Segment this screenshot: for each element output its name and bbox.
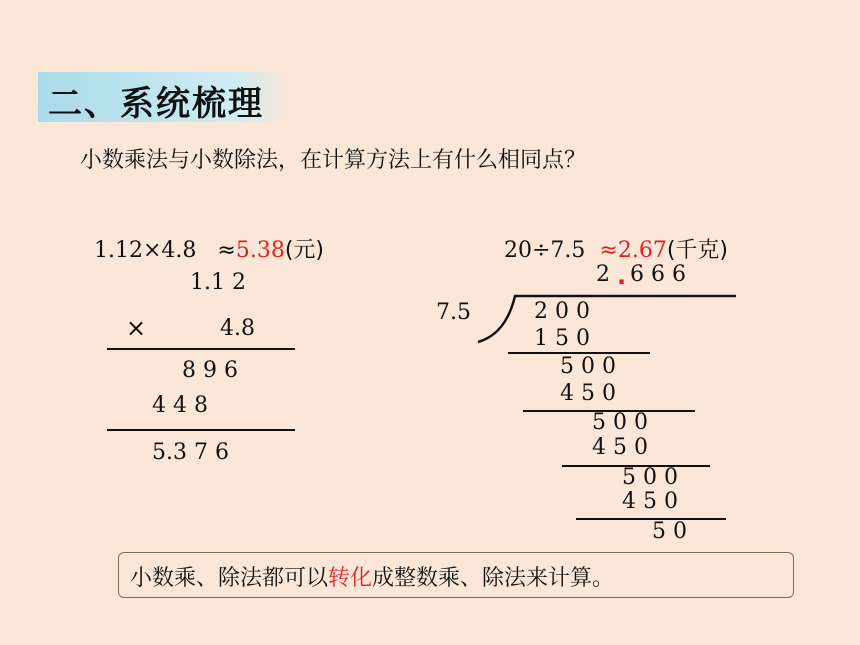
mult-bottom: 4.8 — [220, 316, 255, 341]
division-row: 2 0 0 — [534, 299, 590, 324]
division-row: 5 0 0 — [592, 410, 648, 435]
summary-text — [130, 561, 614, 592]
mult-partial-2: 4 4 8 — [152, 393, 208, 418]
question-text: 小数乘法与小数除法，在计算方法上有什么相同点？ — [80, 148, 587, 173]
divisor-left: 7. — [436, 300, 457, 325]
left-equation-approx: ≈ — [217, 238, 236, 263]
division-row: 1 5 0 — [534, 326, 590, 351]
division-row: 4 5 0 — [560, 381, 616, 406]
left-equation-expr: 1.12×4.8 — [94, 238, 197, 263]
mult-line-2 — [107, 429, 295, 431]
mult-top: 1.1 2 — [190, 270, 246, 295]
division-row: 4 5 0 — [622, 489, 678, 514]
section-title: 二、系统梳理 — [48, 84, 264, 124]
times-sign: × — [126, 314, 147, 342]
quotient-rest: 6 6 6 — [630, 262, 686, 287]
mult-partial-1: 8 9 6 — [182, 358, 238, 383]
right-equation-expr: 20÷7.5 — [504, 238, 586, 263]
division-row: 5 0 — [652, 519, 687, 544]
division-row: 5 0 0 — [622, 465, 678, 490]
division-row: 4 5 0 — [592, 435, 648, 460]
left-equation-result: 5.38 — [235, 238, 285, 263]
quotient-first: 2 — [596, 262, 610, 287]
division-line — [576, 518, 726, 520]
division-row: 5 0 0 — [560, 354, 616, 379]
summary-before: 小数乘、除法都可以 — [130, 566, 329, 591]
right-equation — [490, 208, 728, 264]
mult-line-1 — [107, 348, 295, 350]
left-equation-unit: (元) — [284, 238, 324, 263]
division-bracket — [470, 290, 750, 350]
quotient-decimal-point: . — [617, 262, 627, 290]
divisor-right: 5 — [457, 300, 471, 325]
left-equation — [80, 208, 324, 264]
right-equation-unit: (千克) — [666, 238, 729, 263]
mult-product: 5.3 7 6 — [152, 440, 229, 465]
right-equation-result: 2.67 — [617, 238, 667, 263]
summary-after: 成整数乘、除法来计算。 — [372, 566, 615, 591]
right-equation-approx: ≈ — [599, 238, 618, 263]
summary-highlight: 转化 — [328, 566, 373, 591]
divisor — [436, 300, 471, 325]
